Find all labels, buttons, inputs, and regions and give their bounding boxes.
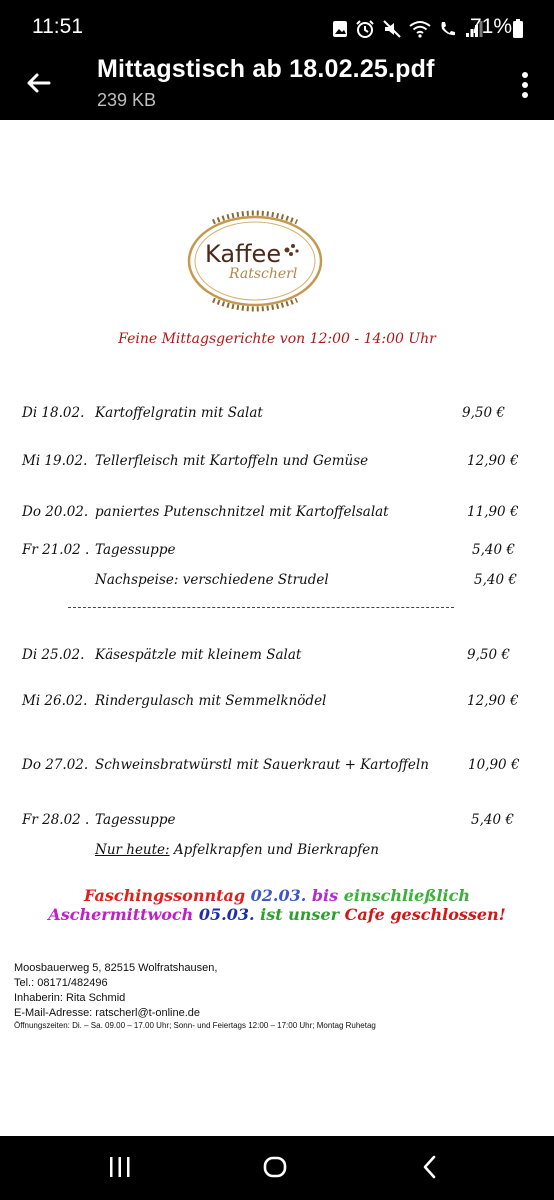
footer-address: Moosbauerweg 5, 82515 Wolfratshausen, — [14, 962, 218, 974]
status-icons — [332, 17, 483, 41]
menu-row — [0, 693, 554, 713]
menu-row — [0, 453, 554, 473]
arrow-left-icon — [22, 66, 56, 100]
notice-segment: ist unser — [254, 905, 345, 924]
menu-dish: Kartoffelgratin mit Salat — [95, 405, 263, 421]
menu-price: 12,90 € — [467, 453, 519, 469]
more-options-button[interactable] — [515, 68, 535, 102]
menu-dish: Tagessuppe — [95, 812, 176, 828]
menu-day: Fr 21.02 . — [22, 542, 90, 558]
menu-price: 5,40 € — [474, 572, 517, 588]
navigation-bar — [0, 1136, 554, 1200]
menu-dish: Rindergulasch mit Semmelknödel — [95, 693, 327, 709]
divider — [68, 607, 454, 608]
menu-price: 11,90 € — [467, 504, 519, 520]
status-bar — [0, 0, 554, 52]
extra-row — [0, 842, 554, 862]
menu-row — [0, 405, 554, 425]
footer-phone: Tel.: 08171/482496 — [14, 977, 108, 989]
menu-dish: Tagessuppe — [95, 542, 176, 558]
menu-dish: paniertes Putenschnitzel mit Kartoffelsalat — [95, 504, 389, 520]
menu-row — [0, 812, 554, 832]
menu-day: Di 18.02. — [22, 405, 85, 421]
home-button[interactable] — [262, 1154, 288, 1184]
wifi-icon — [409, 20, 431, 38]
notice-segment: einschließlich — [343, 886, 470, 905]
menu-day: Fr 28.02 . — [22, 812, 90, 828]
menu-dish: Käsespätzle mit kleinem Salat — [95, 647, 302, 663]
footer-email: E-Mail-Adresse: ratscherl@t-online.de — [14, 1007, 201, 1019]
footer-owner: Inhaberin: Rita Schmid — [14, 992, 126, 1004]
file-title: Mittagstisch ab 18.02.25.pdf — [97, 55, 435, 83]
nav-back-button[interactable] — [420, 1154, 440, 1184]
alarm-icon — [355, 19, 375, 39]
menu-row — [0, 572, 554, 592]
menu-day: Mi 26.02. — [22, 693, 88, 709]
menu-day: Mi 19.02. — [22, 453, 88, 469]
notice-line-1 — [0, 886, 554, 905]
notice-segment: 05.03. — [198, 905, 255, 924]
recents-icon — [108, 1154, 132, 1180]
battery-icon — [512, 19, 524, 43]
image-icon — [332, 20, 348, 38]
menu-dish: Schweinsbratwürstl mit Sauerkraut + Kartoffeln — [95, 757, 429, 773]
menu-price: 5,40 € — [472, 542, 515, 558]
menu-day: Do 27.02. — [22, 757, 89, 773]
back-button[interactable] — [22, 66, 56, 100]
extra-label: Nur heute: — [95, 842, 170, 858]
menu-row — [0, 542, 554, 562]
notice-segment: Aschermittwoch — [48, 905, 199, 924]
back-icon — [420, 1154, 440, 1180]
menu-price: 12,90 € — [467, 693, 519, 709]
menu-price: 9,50 € — [467, 647, 510, 663]
mute-icon — [382, 19, 402, 39]
notice-segment: Cafe geschlossen! — [344, 905, 506, 924]
menu-dish: Nachspeise: verschiedene Strudel — [95, 572, 329, 588]
notice-segment: Faschingssonntag — [84, 886, 251, 905]
menu-day: Do 20.02. — [22, 504, 89, 520]
kaffee-ratscherl-logo — [183, 204, 327, 318]
menu-price: 5,40 € — [471, 812, 514, 828]
menu-price: 9,50 € — [462, 405, 505, 421]
battery-percent: 71% — [470, 15, 513, 38]
menu-row — [0, 647, 554, 667]
status-time: 11:51 — [32, 15, 83, 38]
more-vertical-icon — [515, 68, 535, 102]
menu-dish: Tellerfleisch mit Kartoffeln und Gemüse — [95, 453, 369, 469]
pdf-page[interactable] — [0, 120, 554, 1136]
extra-text: Apfelkrapfen und Bierkrapfen — [169, 842, 379, 858]
notice-line-2 — [0, 905, 554, 924]
svg-text:Kaffee: Kaffee — [205, 240, 282, 268]
file-size: 239 KB — [97, 90, 157, 110]
menu-price: 10,90 € — [468, 757, 520, 773]
notice-segment: bis — [306, 886, 344, 905]
menu-row — [0, 757, 554, 777]
svg-text:Ratscherl: Ratscherl — [229, 266, 298, 282]
app-bar — [0, 52, 554, 120]
menu-row — [0, 504, 554, 524]
notice-segment: 02.03. — [250, 886, 307, 905]
subheading: Feine Mittagsgerichte von 12:00 - 14:00 Uhr — [118, 331, 436, 347]
footer-hours: Öffnungszeiten: Di. – Sa. 09.00 – 17.00 Uhr; Sonn- und Feiertags 12:00 – 17:00 Uhr; Montag Ruhetag — [14, 1021, 376, 1030]
wifi-call-icon — [438, 19, 458, 39]
recents-button[interactable] — [108, 1154, 132, 1184]
home-icon — [262, 1154, 288, 1180]
menu-day: Di 25.02. — [22, 647, 85, 663]
